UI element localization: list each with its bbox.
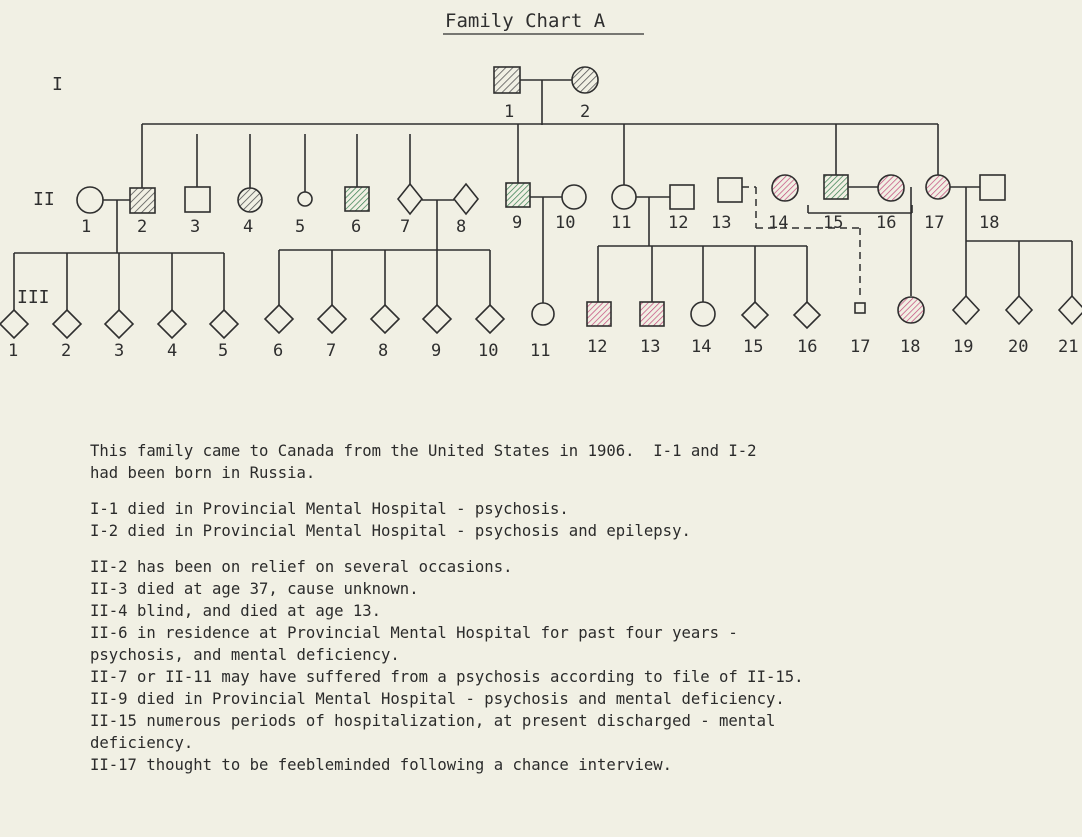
male-affected-symbol xyxy=(587,302,611,326)
gen-ii-number: 16 xyxy=(876,213,897,233)
gen-ii-number: 18 xyxy=(979,213,1000,233)
gen-iii-number: 16 xyxy=(797,337,818,357)
note-line: This family came to Canada from the United States in 1906. I-1 and I-2 xyxy=(90,442,757,460)
gen-iii-number: 20 xyxy=(1008,337,1029,357)
gen-iii-number: 19 xyxy=(953,337,974,357)
generation-label-iii: III xyxy=(17,287,50,308)
female-symbol xyxy=(532,303,554,325)
gen-iii-number: 2 xyxy=(61,341,72,361)
generation-label-ii: II xyxy=(33,189,55,210)
sex-unknown-symbol xyxy=(265,305,293,333)
gen-iii-number: 9 xyxy=(431,341,442,361)
dashed-connector xyxy=(742,187,860,300)
female-affected-symbol xyxy=(238,188,262,212)
gen-iii-number: 7 xyxy=(326,341,337,361)
note-line: II-7 or II-11 may have suffered from a psychosis according to file of II-15. xyxy=(90,668,804,686)
note-line: II-15 numerous periods of hospitalization, at present discharged - mental xyxy=(90,712,776,730)
case-notes xyxy=(90,440,1050,790)
note-line: II-3 died at age 37, cause unknown. xyxy=(90,580,419,598)
sex-unknown-symbol xyxy=(210,310,238,338)
male-affected-symbol xyxy=(824,175,848,199)
gen-iii-number: 10 xyxy=(478,341,499,361)
male-affected-symbol xyxy=(506,183,530,207)
male-symbol xyxy=(185,187,210,212)
generation-label-i: I xyxy=(52,74,63,95)
gen-ii-number: 15 xyxy=(823,213,844,233)
female-affected-symbol xyxy=(898,297,924,323)
female-affected-symbol xyxy=(926,175,950,199)
gen-ii-numbers xyxy=(81,213,999,237)
sex-unknown-symbol xyxy=(953,296,979,324)
note-line: deficiency. xyxy=(90,734,194,752)
gen-ii-number: 2 xyxy=(137,217,148,237)
gen-ii-number: 12 xyxy=(668,213,689,233)
gen-ii-number: 1 xyxy=(81,217,92,237)
gen-ii-number: 9 xyxy=(512,213,523,233)
female-affected-symbol xyxy=(572,67,598,93)
sex-unknown-symbol xyxy=(371,305,399,333)
male-symbol xyxy=(980,175,1005,200)
female-symbol xyxy=(691,302,715,326)
gen-ii-number: 4 xyxy=(243,217,254,237)
female-symbol xyxy=(612,185,636,209)
sex-unknown-symbol xyxy=(105,310,133,338)
gen-iii-number: 4 xyxy=(167,341,178,361)
sex-unknown-symbol xyxy=(454,184,478,214)
note-line: II-4 blind, and died at age 13. xyxy=(90,602,382,620)
female-affected-symbol xyxy=(878,175,904,201)
notes-paragraph xyxy=(90,440,1050,484)
gen-iii-number: 15 xyxy=(743,337,764,357)
female-symbol xyxy=(562,185,586,209)
gen-iii-number: 3 xyxy=(114,341,125,361)
infant-male-symbol xyxy=(855,303,865,313)
sex-unknown-symbol xyxy=(742,302,768,328)
note-line: II-2 has been on relief on several occasions. xyxy=(90,558,513,576)
gen-iii-number: 12 xyxy=(587,337,608,357)
male-affected-symbol xyxy=(494,67,520,93)
connector-lines xyxy=(14,80,1072,310)
gen-i-number: 1 xyxy=(504,102,515,122)
sex-unknown-symbol xyxy=(158,310,186,338)
gen-i-number: 2 xyxy=(580,102,591,122)
gen-iii-number: 21 xyxy=(1058,337,1079,357)
infant-symbol xyxy=(298,192,312,206)
sex-unknown-symbol xyxy=(476,305,504,333)
note-line: I-2 died in Provincial Mental Hospital - psychosis and epilepsy. xyxy=(90,522,691,540)
male-symbol xyxy=(718,178,742,202)
female-affected-symbol xyxy=(772,175,798,201)
gen-iii-number: 13 xyxy=(640,337,661,357)
sex-unknown-symbol xyxy=(0,310,28,338)
gen-iii-number: 17 xyxy=(850,337,871,357)
sex-unknown-symbol xyxy=(423,305,451,333)
female-symbol xyxy=(77,187,103,213)
gen-iii-number: 8 xyxy=(378,341,389,361)
gen-ii-number: 8 xyxy=(456,217,467,237)
gen-ii-number: 5 xyxy=(295,217,306,237)
note-line: psychosis, and mental deficiency. xyxy=(90,646,400,664)
chart-title: Family Chart A xyxy=(445,10,606,32)
sex-unknown-symbol xyxy=(53,310,81,338)
sex-unknown-symbol xyxy=(398,184,422,214)
gen-ii-number: 3 xyxy=(190,217,201,237)
gen-ii-number: 6 xyxy=(351,217,362,237)
gen-iii-numbers xyxy=(8,337,1078,361)
note-line: had been born in Russia. xyxy=(90,464,316,482)
gen-iii-number: 14 xyxy=(691,337,712,357)
note-line: II-6 in residence at Provincial Mental Hospital for past four years - xyxy=(90,624,738,642)
gen-ii-number: 14 xyxy=(768,213,789,233)
sex-unknown-symbol xyxy=(794,302,820,328)
sex-unknown-symbol xyxy=(1006,296,1032,324)
gen-ii-number: 17 xyxy=(924,213,945,233)
male-affected-symbol xyxy=(345,187,369,211)
notes-paragraph xyxy=(90,556,1050,776)
note-line: I-1 died in Provincial Mental Hospital - psychosis. xyxy=(90,500,569,518)
gen-iii-number: 6 xyxy=(273,341,284,361)
male-affected-symbol xyxy=(130,188,155,213)
gen-ii-number: 10 xyxy=(555,213,576,233)
gen-iii-number: 5 xyxy=(218,341,229,361)
sex-unknown-symbol xyxy=(1059,296,1082,324)
gen-iii-number: 18 xyxy=(900,337,921,357)
note-line: II-9 died in Provincial Mental Hospital - psychosis and mental deficiency. xyxy=(90,690,785,708)
sex-unknown-symbol xyxy=(318,305,346,333)
gen-ii-number: 13 xyxy=(711,213,732,233)
note-line: II-17 thought to be feebleminded following a chance interview. xyxy=(90,756,673,774)
gen-iii-number: 1 xyxy=(8,341,19,361)
gen-ii-number: 7 xyxy=(400,217,411,237)
gen-ii-number: 11 xyxy=(611,213,632,233)
gen-iii-number: 11 xyxy=(530,341,551,361)
male-affected-symbol xyxy=(640,302,664,326)
notes-paragraph xyxy=(90,498,1050,542)
male-symbol xyxy=(670,185,694,209)
